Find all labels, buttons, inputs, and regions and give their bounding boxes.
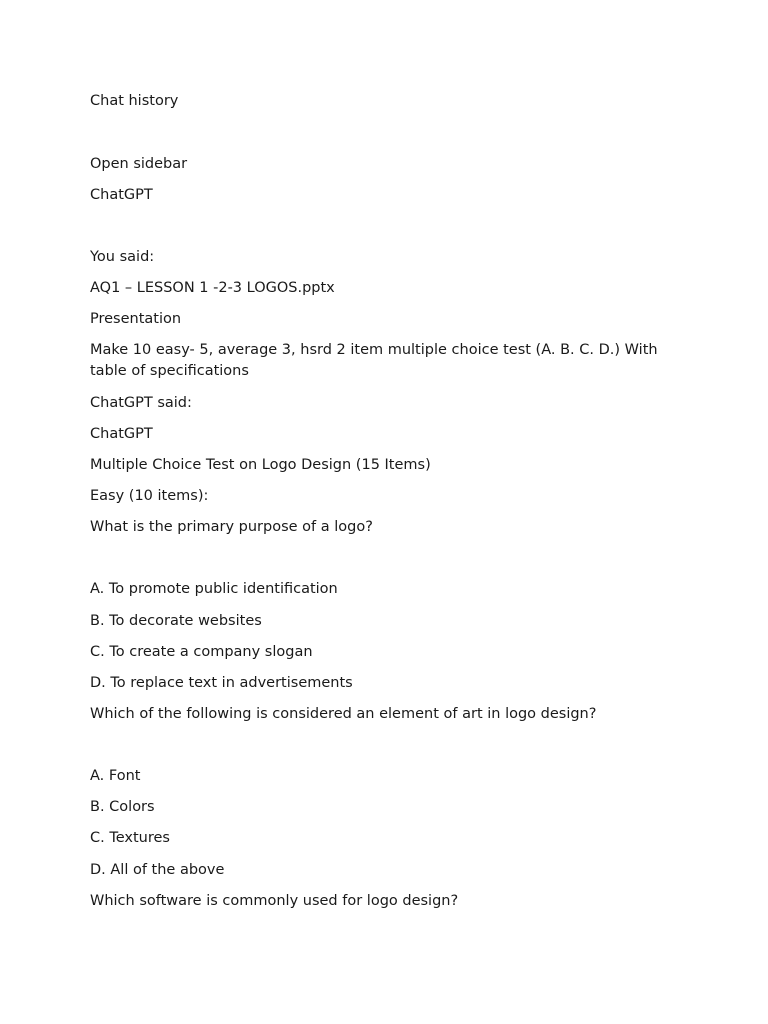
- user-speaker-label: You said:: [90, 249, 155, 265]
- attachment-file-name[interactable]: AQ1 – LESSON 1 -2-3 LOGOS.pptx: [90, 280, 335, 296]
- test-title: Multiple Choice Test on Logo Design (15 Items): [90, 457, 431, 473]
- chat-history-label[interactable]: Chat history: [90, 93, 179, 109]
- answer-option: C. To create a company slogan: [90, 644, 313, 660]
- answer-option: A. To promote public identification: [90, 581, 338, 597]
- attachment-type: Presentation: [90, 311, 182, 327]
- answer-option: D. All of the above: [90, 862, 225, 878]
- question-text: Which of the following is considered an element of art in logo design?: [90, 706, 597, 722]
- app-name: ChatGPT: [90, 187, 153, 203]
- answer-option: C. Textures: [90, 830, 170, 846]
- open-sidebar-link[interactable]: Open sidebar: [90, 156, 188, 172]
- answer-option: A. Font: [90, 768, 141, 784]
- user-prompt-text: Make 10 easy- 5, average 3, hsrd 2 item multiple choice test (A. B. C. D.) With table of specifications: [90, 342, 658, 379]
- assistant-name: ChatGPT: [90, 426, 153, 442]
- assistant-speaker-label: ChatGPT said:: [90, 395, 192, 411]
- section-heading: Easy (10 items):: [90, 488, 209, 504]
- answer-option: B. To decorate websites: [90, 613, 262, 629]
- answer-option: D. To replace text in advertisements: [90, 675, 353, 691]
- question-text: Which software is commonly used for logo design?: [90, 893, 459, 909]
- question-text: What is the primary purpose of a logo?: [90, 519, 373, 535]
- answer-option: B. Colors: [90, 799, 155, 815]
